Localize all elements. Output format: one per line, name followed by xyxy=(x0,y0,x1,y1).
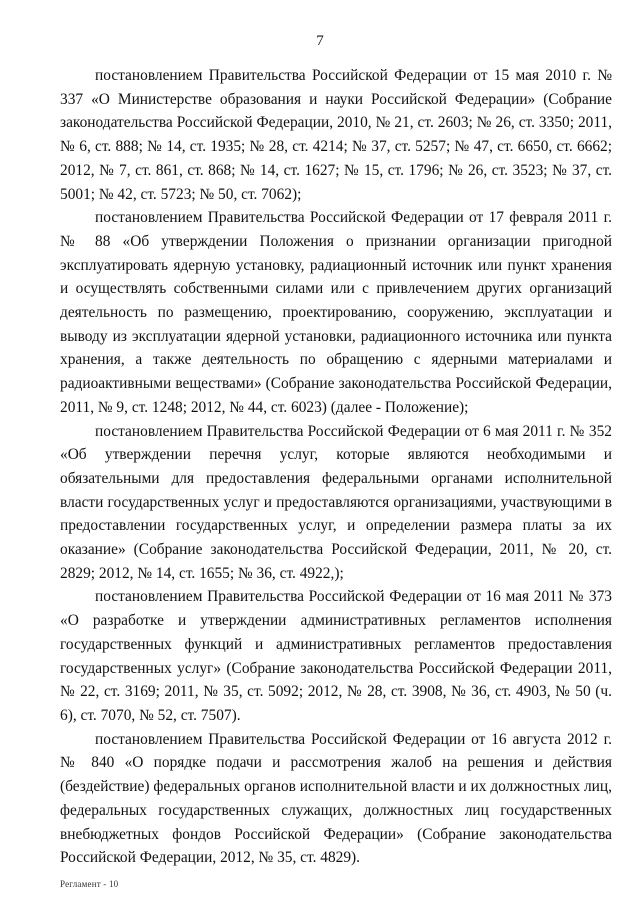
paragraph-decree-373: постановлением Правительства Российской Федерации от 16 мая 2011 № 373 «О разработке и утверждении административных регламентов исполнения государственных функций и административных регламентов предоставления государственных услуг» (Собрание законодательства Российской Федерации 2011, № 22, ст. 3169; 2011, № 35, ст. 5092; 2012, № 28, ст. 3908, № 36, ст. 4903, № 50 (ч. 6), ст. 7070, № 52, ст. 7507). xyxy=(60,588,612,724)
paragraph-decree-337: постановлением Правительства Российской Федерации от 15 мая 2010 г. № 337 «О Министерстве образования и науки Российской Федерации» (Собрание законодательства Российской Федерации, 2010, № 21, ст. 2603; № 26, ст. 3350; 2011, № 6, ст. 888; № 14, ст. 1935; № 28, ст. 4214; № 37, ст. 5257; № 47, ст. 6650, ст. 6662; 2012, № 7, ст. 861, ст. 868; № 14, ст. 1627; № 15, ст. 1796; № 26, ст. 3523; № 37, ст. 5001; № 42, ст. 5723; № 50, ст. 7062); xyxy=(60,67,612,203)
paragraph-decree-88: постановлением Правительства Российской Федерации от 17 февраля 2011 г. № 88 «Об утверждении Положения о признании организации пригодной эксплуатировать ядерную установку, радиационный источник или пункт хранения и осуществлять собственными силами или с привлечением других организаций деятельность по размещению, проектированию, сооружению, эксплуатации и выводу из эксплуатации ядерной установки, радиационного источника или пункта хранения, а также деятельность по обращению с ядерными материалами и радиоактивными веществами» (Собрание законодательства Российской Федерации, 2011, № 9, ст. 1248; 2012, № 44, ст. 6023) (далее - Положение); xyxy=(60,209,612,416)
paragraph-decree-840: постановлением Правительства Российской Федерации от 16 августа 2012 г. № 840 «О порядке подачи и рассмотрения жалоб на решения и действия (бездействие) федеральных органов исполнительной власти и их должностных лиц, федеральных государственных служащих, должностных лиц государственных внебюджетных фондов Российской Федерации» (Собрание законодательства Российской Федерации, 2012, № 35, ст. 4829). xyxy=(60,730,612,867)
page-number: 7 xyxy=(316,33,324,49)
document-body xyxy=(60,64,612,870)
paragraph-decree-352: постановлением Правительства Российской Федерации от 6 мая 2011 г. № 352 «Об утверждении перечня услуг, которые являются необходимыми и обязательными для предоставления федеральными органами исполнительной власти государственных услуг и предоставляются организациями, участвующими в предоставлении государственных услуг, и определении размера платы за их оказание» (Собрание законодательства Российской Федерации, 2011, № 20, ст. 2829; 2012, № 14, ст. 1655; № 36, ст. 4922,); xyxy=(60,422,612,582)
footer-document-label: Регламент - 10 xyxy=(60,879,119,889)
